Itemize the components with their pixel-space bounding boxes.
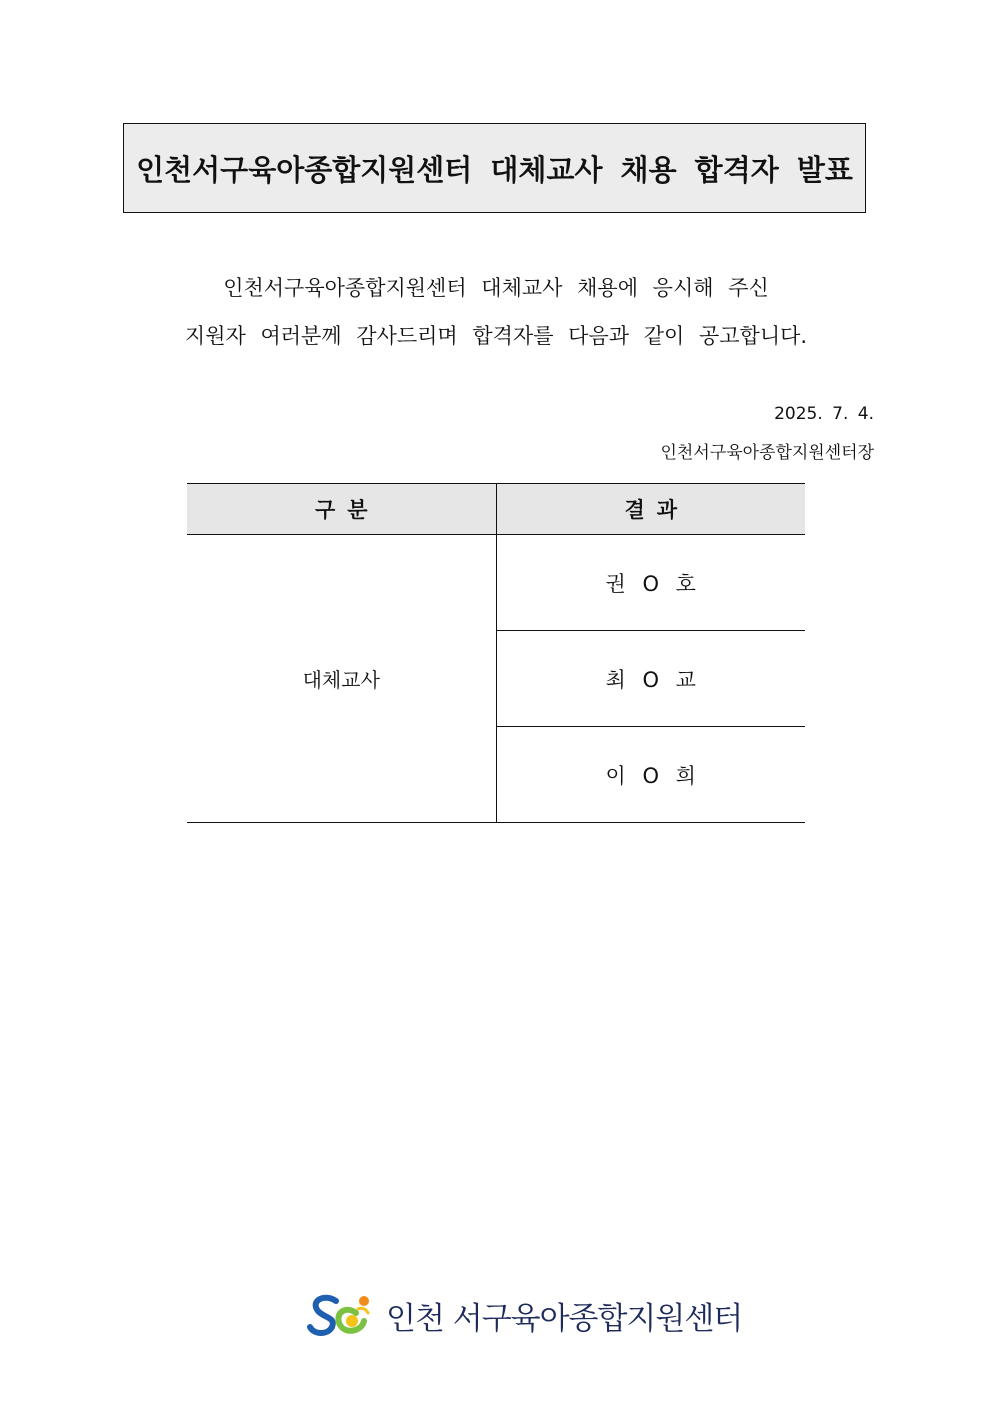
- result-cell-3: 이 O 희: [496, 727, 805, 823]
- intro-line-1: 인천서구육아종합지원센터 대체교사 채용에 응시해 주신: [223, 276, 769, 300]
- header-result: 결과: [496, 484, 805, 535]
- footer-org-name: 인천 서구육아종합지원센터: [386, 1300, 743, 1337]
- category-cell: 대체교사: [187, 535, 496, 823]
- footer: [306, 1290, 742, 1340]
- title-box: [123, 123, 866, 213]
- table-header-row: [187, 484, 805, 535]
- table-row: [187, 535, 805, 631]
- result-cell-1: 권 O 호: [496, 535, 805, 631]
- result-table: [187, 483, 805, 823]
- page-title: 인천서구육아종합지원센터 대체교사 채용 합격자 발표: [136, 152, 853, 187]
- announcement-date: 2025. 7. 4.: [774, 404, 874, 424]
- intro-line-2: 지원자 여러분께 감사드리며 합격자를 다음과 같이 공고합니다.: [184, 324, 808, 348]
- center-logo-icon: [306, 1291, 376, 1339]
- signer-name: 인천서구육아종합지원센터장: [660, 443, 874, 463]
- header-category: 구분: [187, 484, 496, 535]
- result-cell-2: 최 O 교: [496, 631, 805, 727]
